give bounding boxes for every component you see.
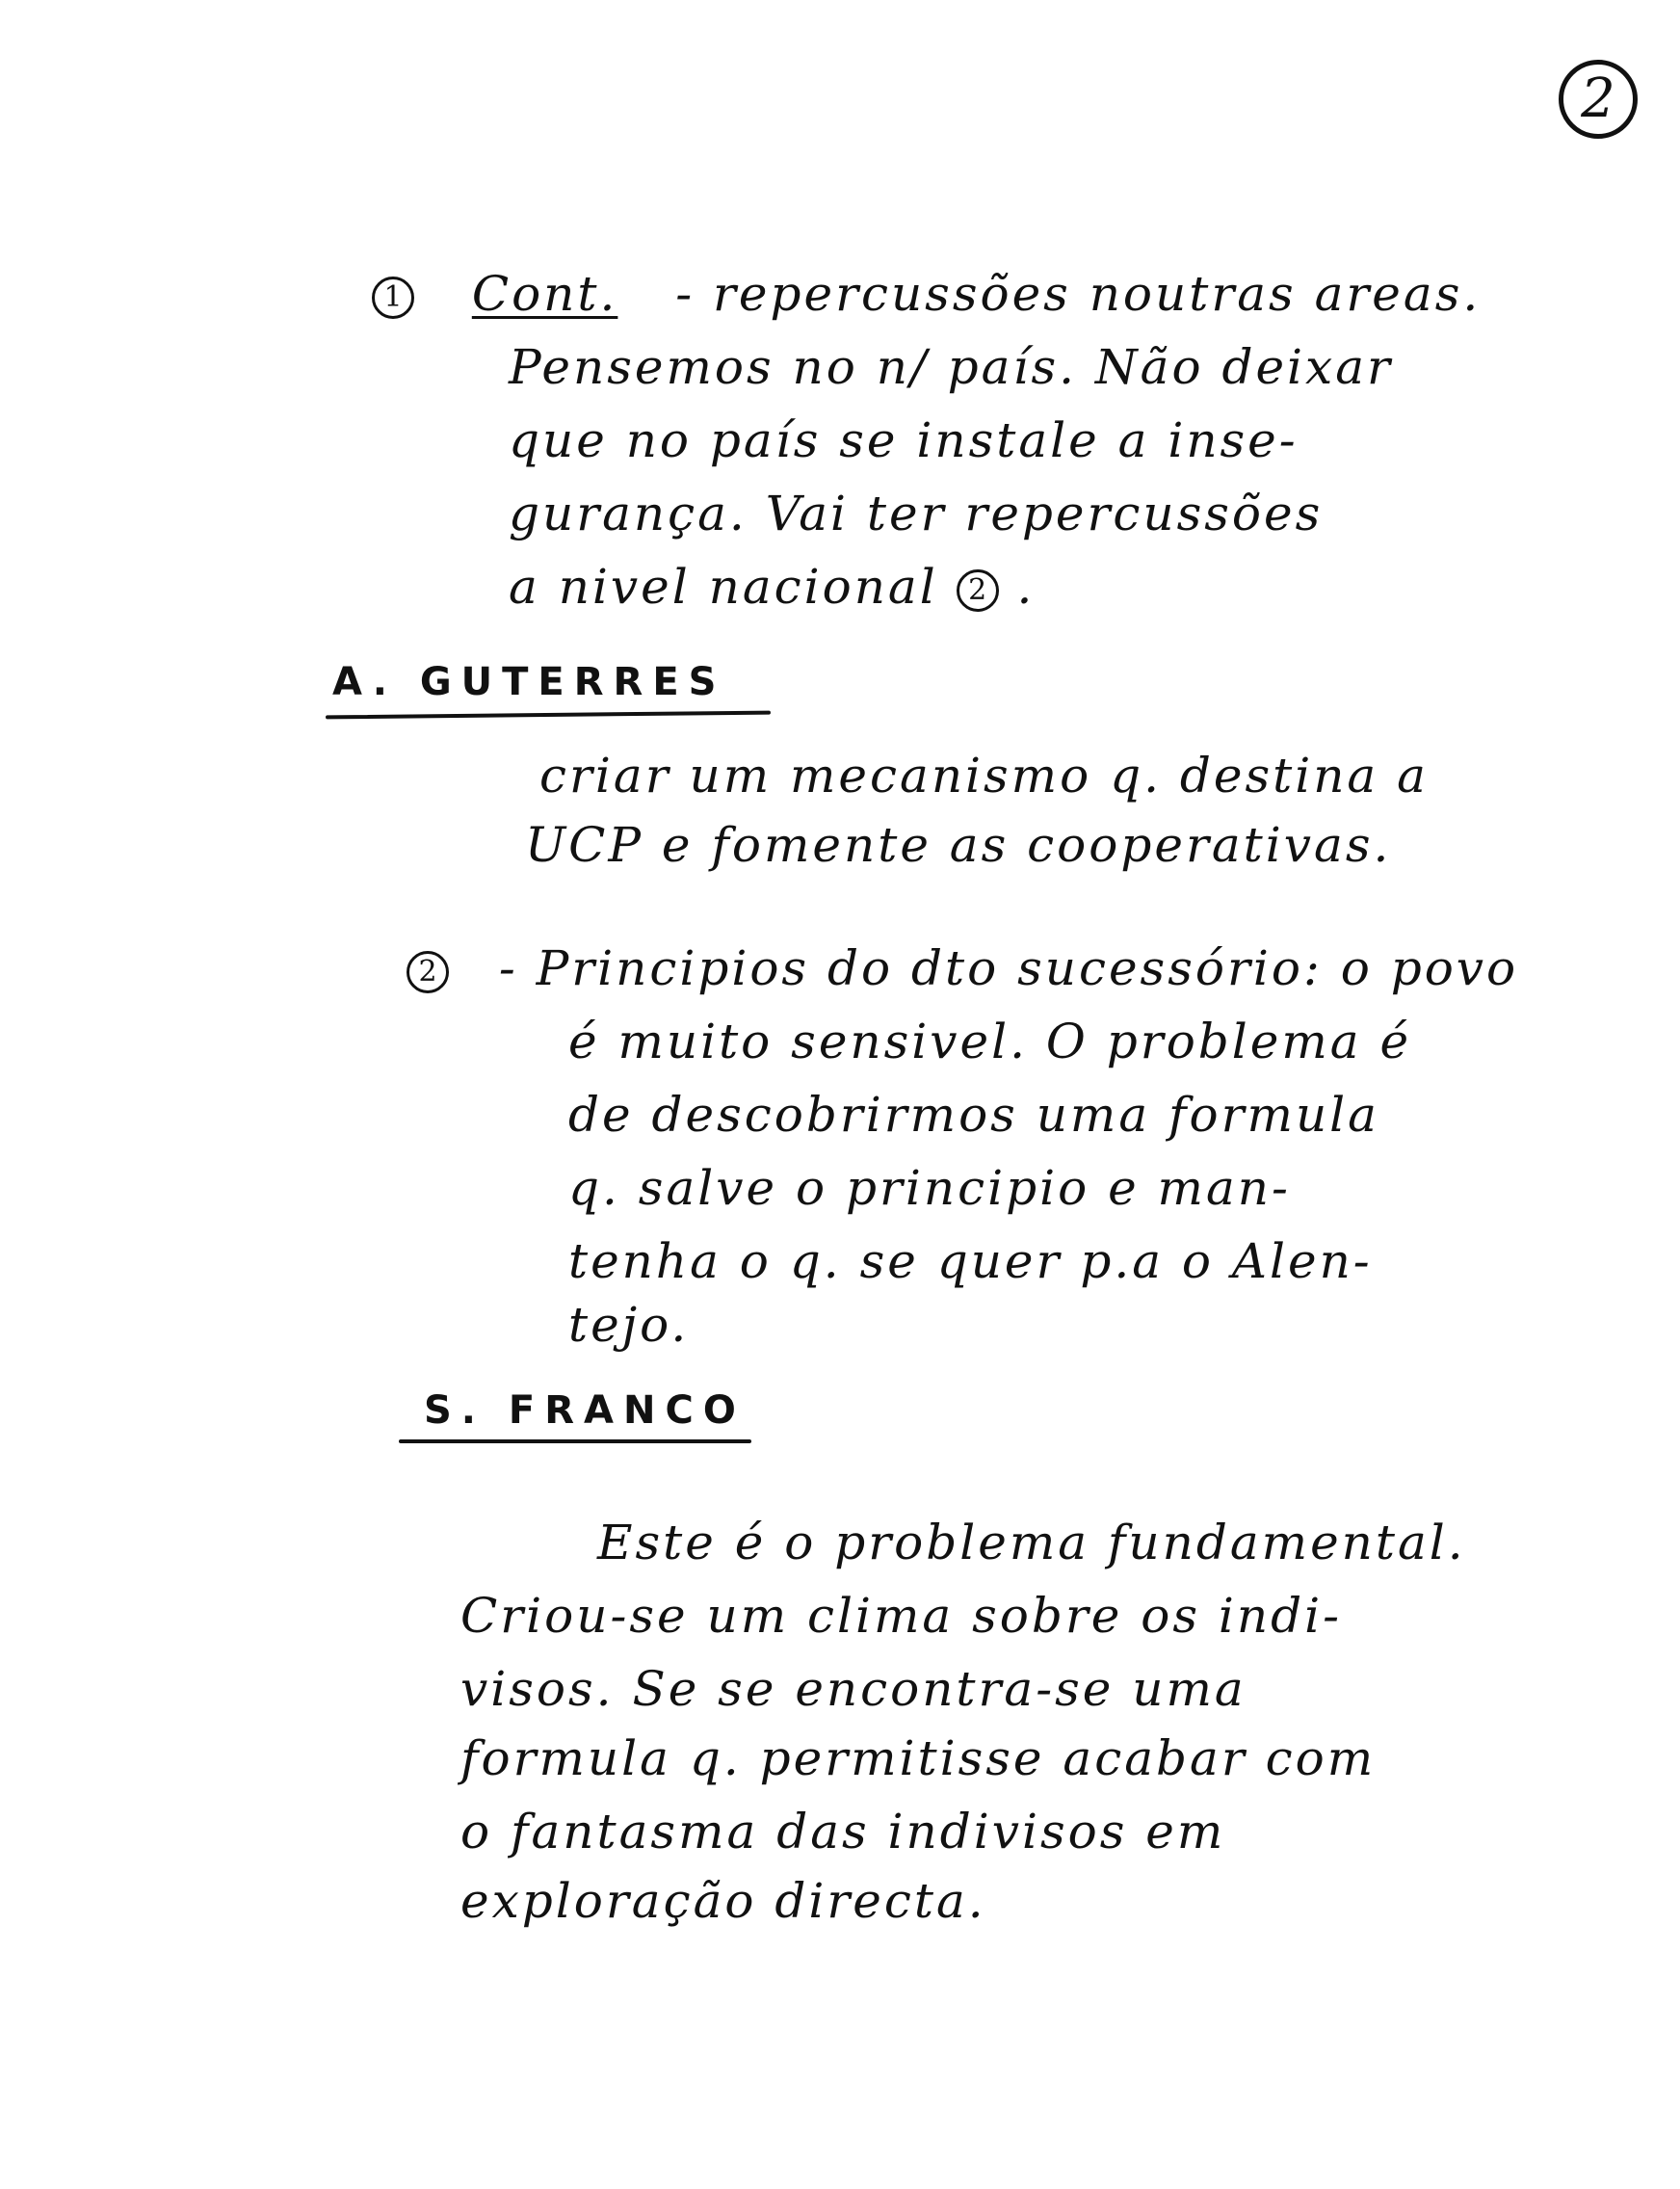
section3-heading-underline [399, 1439, 751, 1443]
section1-lead: Cont. [471, 266, 618, 322]
section2-sub-line-2: é muito sensivel. O problema é [568, 1014, 1412, 1069]
section2-heading-underline [326, 711, 771, 720]
section1-line-4: gurança. Vai ter repercussões [509, 486, 1324, 541]
section1-line-2: Pensemos no n/ país. Não deixar [509, 339, 1393, 395]
section3-line-6: exploração directa. [460, 1873, 986, 1929]
section2-sub-line-1 [407, 940, 1519, 996]
section3-line-4: formula q. permitisse acabar com [460, 1730, 1377, 1786]
section3-line-1: Este é o problema fundamental. [597, 1515, 1466, 1570]
section1-line-3: que no país se instale a inse- [509, 412, 1299, 468]
section1-line-1-text: - repercussões noutras areas. [675, 266, 1482, 322]
section1-end-marker: 2 [957, 569, 999, 612]
section1-line-5-text: a nivel nacional [509, 559, 938, 615]
section2-line-1: criar um mecanismo q. destina a [539, 748, 1429, 804]
section1-line-5: a nivel nacional 2 . [509, 559, 1036, 615]
section2-line-2: UCP e fomente as cooperativas. [525, 817, 1392, 873]
section2-sub-line-5: tenha o q. se quer p.a o Alen- [568, 1233, 1373, 1289]
section3-line-5: o fantasma das indivisos em [460, 1804, 1226, 1859]
section2-sub-line-1-text: - Principios do dto sucessório: o povo [498, 940, 1519, 996]
section2-sub-marker: 2 [407, 951, 449, 993]
section1-marker: 1 [372, 277, 414, 319]
page-number: 2 [1581, 67, 1615, 130]
section3-heading: S. FRANCO [424, 1388, 746, 1433]
page-number-badge [1559, 60, 1638, 139]
section3-line-2: Criou-se um clima sobre os indi- [460, 1588, 1342, 1644]
section2-sub-line-3: de descobrirmos uma formula [568, 1087, 1379, 1143]
section2-heading: A. GUTERRES [332, 660, 726, 704]
section3-line-3: visos. Se se encontra-se uma [460, 1661, 1247, 1717]
section1-line-1 [372, 266, 1482, 322]
section2-sub-line-6: tejo. [568, 1297, 690, 1353]
section2-sub-line-4: q. salve o principio e man- [568, 1160, 1291, 1216]
